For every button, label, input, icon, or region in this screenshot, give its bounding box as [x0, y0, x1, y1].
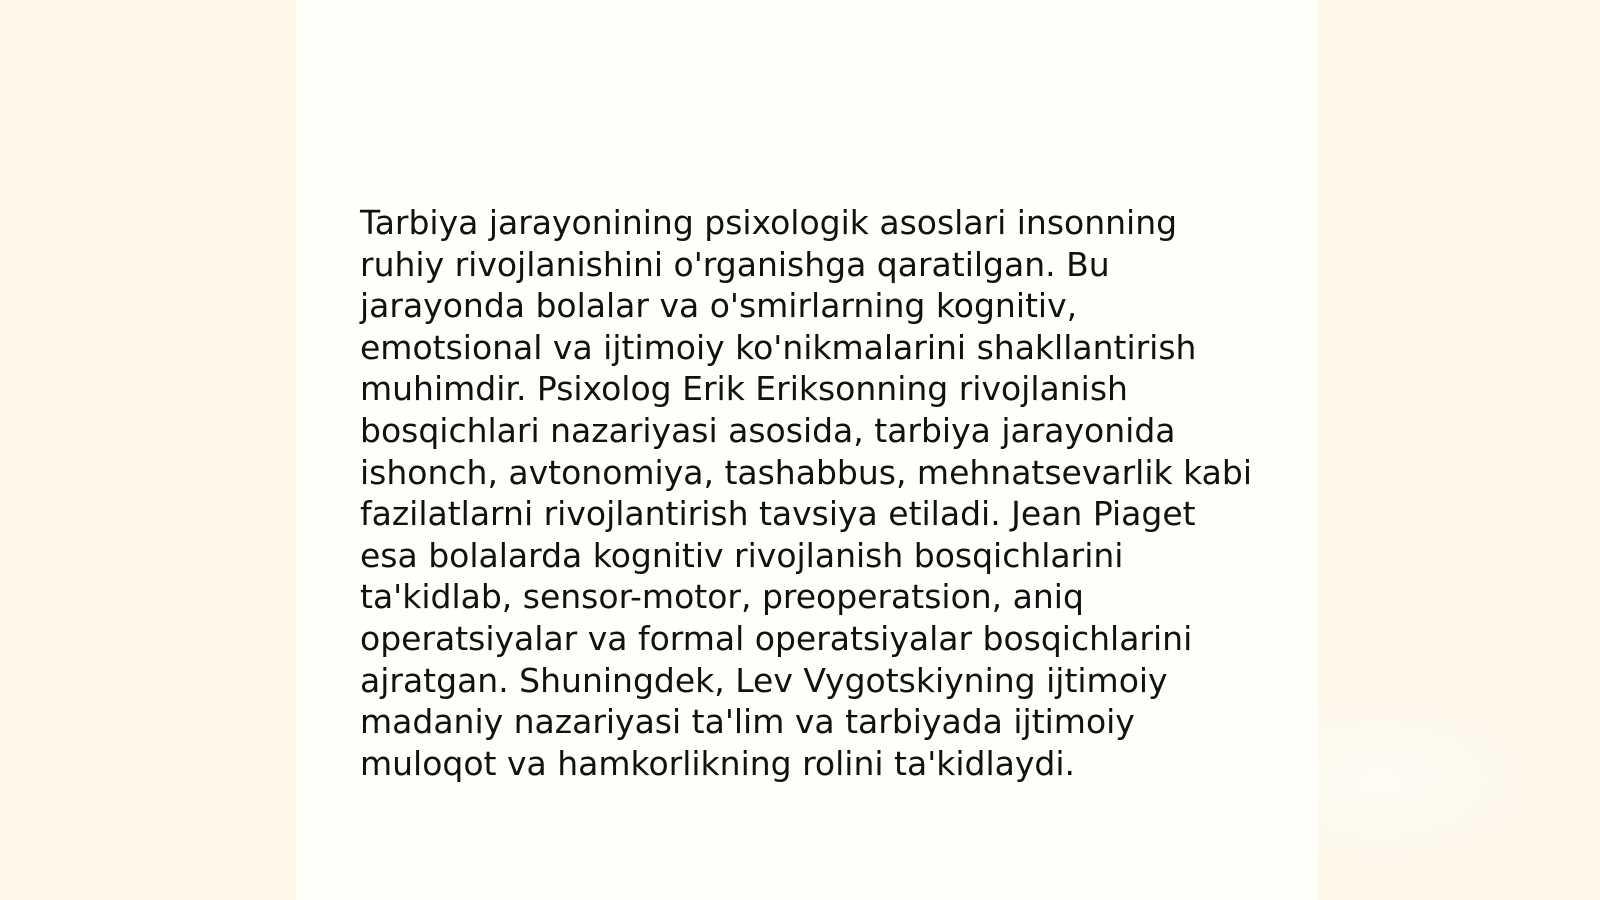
slide-body-text: Tarbiya jarayonining psixologik asoslari insonning ruhiy rivojlanishini o'rganishga qaratilgan. Bu jarayonda bolalar va o'smirlarning kognitiv, emotsional va ijtimoiy ko'nikmalarini shakllantirish muhimdir. Psixolog Erik Eriksonning rivojlanish bosqichlari nazariyasi asosida, tarbiya jarayonida ishonch, avtonomiya, tashabbus, mehnatsevarlik kabi fazilatlarni rivojlantirish tavsiya etiladi. Jean Piaget esa bolalarda kognitiv rivojlanish bosqichlarini ta'kidlab, sensor-motor, preoperatsion, aniq operatsiyalar va formal operatsiyalar bosqichlarini ajratgan. Shuningdek, Lev Vygotskiyning ijtimoiy madaniy nazariyasi ta'lim va tarbiyada ijtimoiy muloqot va hamkorlikning rolini ta'kidlaydi. [360, 203, 1252, 783]
slide-panel [296, 0, 1318, 900]
